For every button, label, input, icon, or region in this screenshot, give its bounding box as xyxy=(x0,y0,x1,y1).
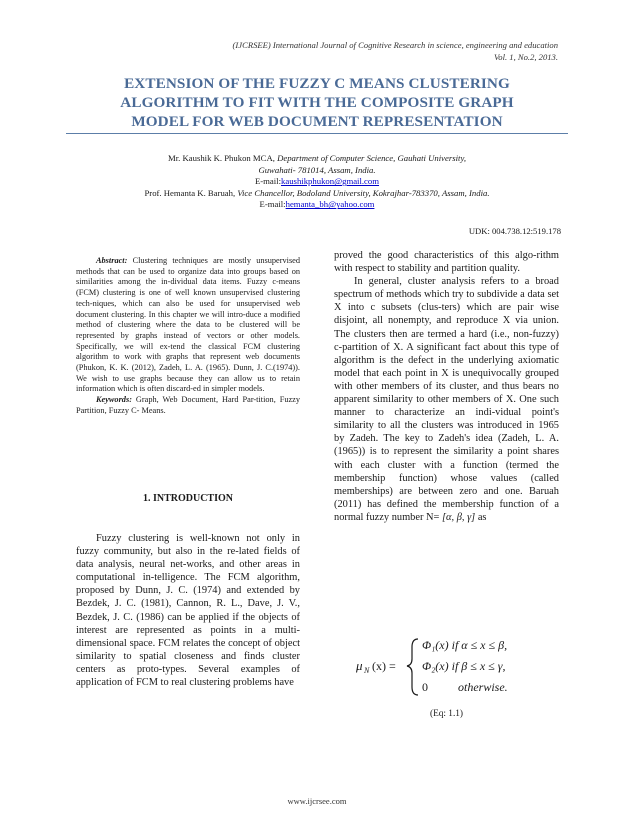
keywords-label: Keywords: xyxy=(96,395,132,405)
title-line-3: MODEL FOR WEB DOCUMENT REPRESENTATION xyxy=(131,113,503,130)
abstract-label: Abstract: xyxy=(96,256,128,265)
author-2-affiliation: Vice Chancellor, Bodoland University, Kokrajhar-783370, Assam, India. xyxy=(237,187,490,198)
right-paragraph-2: In general, cluster analysis refers to a broad spectrum of methods which try to subdivide a data set X into c subsets (clus-ters) which are pair wise disjoint, all nonempty, and reproduce X via union. The clusters then are termed a hard (i.e., non-fuzzy) c-partition of X. A significant fact about this type of algorithm is the defect in the underlying axiomatic model that each point in X is unequivocally grouped with other members of its cluster, and thus bears no apparent similarity to other members of X. One such manner to characterize an indi-vidual point's similarity to all the clusters was introduced in 1965 by Zadeh. The key to Zadeh's idea (Zadeh, L. A. (1965)) is to represent the similarity a point shares with each cluster with a function (termed the membership function) whose values (called memberships) are between zero and one. Baruah (2011) has defined the membership function of a normal fuzzy number N= [α, β, γ] as xyxy=(334,276,559,523)
membership-equation xyxy=(334,631,559,701)
eq-case-2: Φ₂(x) if β ≤ x ≤ γ, xyxy=(422,659,506,673)
author-1-affiliation: Department of Computer Science, Gauhati University, xyxy=(277,153,466,163)
eq-left-brace xyxy=(407,639,418,695)
right-column xyxy=(334,249,559,719)
eq-lhs-subscript: N xyxy=(364,666,370,675)
udk-code: UDK: 004.738.12:519.178 xyxy=(468,226,561,236)
journal-volume: Vol. 1, No.2, 2013. xyxy=(494,51,558,62)
eq-case-3-value: 0 xyxy=(422,680,428,694)
author-2-line xyxy=(60,188,574,200)
author-2-email-link[interactable]: hemanta_bh@yahoo.com xyxy=(285,199,375,210)
author-1-name: Mr. Kaushik K. Phukon MCA, xyxy=(167,153,278,163)
title-line-2: ALGORITHM TO FIT WITH THE COMPOSITE GRAPH xyxy=(120,94,514,111)
right-paragraph-1: proved the good characteristics of this algo-rithm with respect to stability and partition quality. xyxy=(334,250,559,275)
abstract xyxy=(76,256,300,395)
title-line-1: EXTENSION OF THE FUZZY C MEANS CLUSTERING xyxy=(124,75,510,92)
author-1-line xyxy=(60,153,574,165)
eq-lhs: μ xyxy=(356,658,363,673)
author-1-email-line: E-mail:kaushikphukon@gmail.com xyxy=(254,176,380,187)
keywords xyxy=(76,395,300,416)
eq-case-3-condition: otherwise. xyxy=(458,680,508,694)
keywords-text: Graph, Web Document, Hard Par-tition, Fuzzy Partition, Fuzzy C- Means. xyxy=(76,395,300,415)
journal-header xyxy=(78,40,558,63)
eq-lhs-argument: (x) = xyxy=(372,659,396,673)
equation-label: (Eq: 1.1) xyxy=(429,709,464,719)
abstract-text: Clustering techniques are mostly unsupervised methods that can be used to organize data into groups based on similarities among the in-dividual data items. Fuzzy c-means (FCM) clustering is one of well known unsupervised clustering tech-niques, which can also be used for unsupervised web document clustering. In this chapter we will intro-duce a modified method of clustering where the data to be clustered will be represented by graphs instead of vectors or other models. Specifically, we will ex-tend the classical FCM clustering algorithm to work with graphs that represent web documents (Phukon, K. K. (2012), Zadeh, L. A. (1965). Dunn, J. C.(1974)). We wish to use graphs because they can allow us to retain information which is often discard-ed in simpler models. xyxy=(76,256,300,394)
left-column xyxy=(76,256,300,689)
intro-paragraph: Fuzzy clustering is well-known not only in fuzzy community, but also in the re-lated fields of data analysis, neural net-works, and other areas in computational in-telligence. The FCM algorithm, proposed by Dunn, J. C. (1974) and extended by Bezdek, J. C. (1981), Cannon, R. L., Dave, J. V., Bezdek, J. C. (1986) can be applied if the objects of interest are represented as points in a multi-dimensional space. FCM relates the concept of object similarity to spatial closeness and finds cluster centers as proto-types. Several examples of application of FCM to real clustering problems have xyxy=(76,533,300,689)
author-1-address: Guwahati- 781014, Assam, India. xyxy=(258,164,376,175)
author-block xyxy=(60,153,574,211)
section-heading-introduction: 1. INTRODUCTION xyxy=(142,493,233,504)
author-1-email-link[interactable]: kaushikphukon@gmail.com xyxy=(281,176,380,187)
author-2-name: Prof. Hemanta K. Baruah, xyxy=(144,187,238,198)
journal-name: (IJCRSEE) International Journal of Cognitive Research in science, engineering and education xyxy=(232,40,558,50)
author-2-email-line: E-mail:hemanta_bh@yahoo.com xyxy=(259,199,375,210)
title-divider xyxy=(66,133,568,134)
fuzzy-number-triple: [α, β, γ] xyxy=(442,511,476,523)
paper-title xyxy=(60,74,574,131)
eq-case-1: Φ₁(x) if α ≤ x ≤ β, xyxy=(422,638,508,652)
footer-website: www.ijcrsee.com xyxy=(287,796,347,806)
